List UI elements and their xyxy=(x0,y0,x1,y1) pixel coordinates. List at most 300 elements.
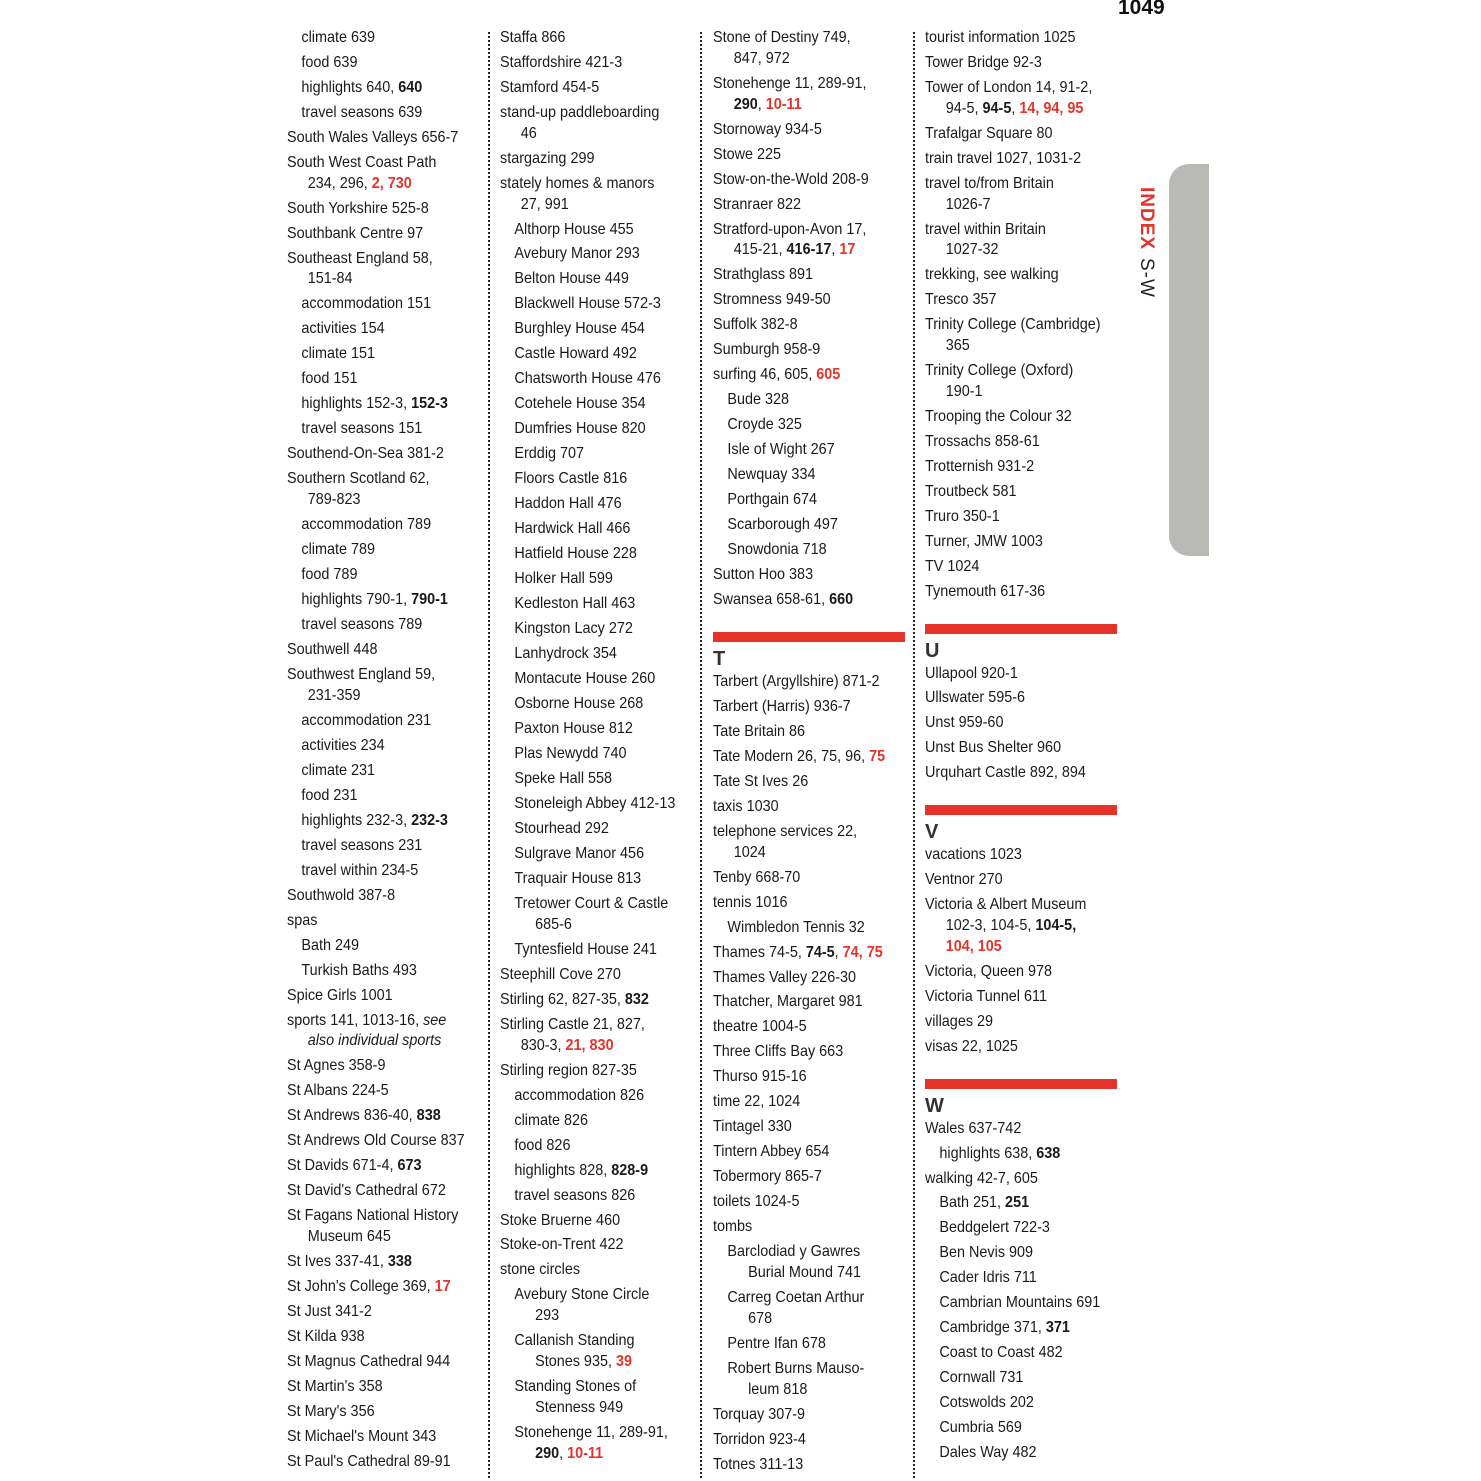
entry-continuation-text: 151-84 xyxy=(307,270,353,288)
entry-text: Wimbledon Tennis 32 xyxy=(727,918,865,936)
entry-text: Cader Idris 711 xyxy=(939,1269,1037,1287)
index-entry xyxy=(287,986,463,1007)
entry-text: Turner, JMW 1003 xyxy=(925,532,1043,550)
entry-text: Cotswolds 202 xyxy=(939,1394,1034,1412)
index-entry xyxy=(500,744,673,765)
index-entry xyxy=(287,294,463,315)
entry-text: Stoneleigh Abbey 412-13 xyxy=(514,795,676,813)
entry-continuation xyxy=(500,195,673,216)
index-entry xyxy=(287,1156,463,1177)
section-bar xyxy=(925,1079,1117,1089)
index-entry xyxy=(500,669,673,690)
entry-text: St Fagans National History xyxy=(287,1207,459,1225)
entry-continuation xyxy=(514,1398,672,1419)
entry-text: Sutton Hoo 383 xyxy=(713,566,814,584)
index-entry xyxy=(713,1017,886,1038)
entry-text: Wales 637-742 xyxy=(925,1119,1022,1137)
index-entry xyxy=(925,1243,1098,1264)
entry-see-also: also individual sports xyxy=(307,1032,442,1050)
index-entry xyxy=(500,174,673,216)
entry-continuation: 290, 10-11 xyxy=(733,95,802,113)
index-entry xyxy=(287,344,463,365)
index-entry xyxy=(925,124,1098,145)
entry-text: South Yorkshire 525-8 xyxy=(287,199,429,217)
index-entry xyxy=(287,886,463,907)
index-entry xyxy=(925,1293,1101,1314)
entry-text: Sulgrave Manor 456 xyxy=(514,845,645,863)
section-letter: U xyxy=(925,639,940,662)
entry-continuation-text: 1026-7 xyxy=(945,195,991,213)
index-entry xyxy=(713,1142,886,1163)
entry-text: Speke Hall 558 xyxy=(514,770,613,788)
entry-text: tourist information 1025 xyxy=(925,29,1076,46)
index-entry xyxy=(500,28,673,49)
entry-continuation-text: 46 xyxy=(520,124,537,142)
entry-text: accommodation 231 xyxy=(301,711,432,729)
entry-continuation xyxy=(514,1306,672,1327)
index-thumb-tab xyxy=(1169,164,1209,556)
entry-text: Southeast England 58, xyxy=(287,249,433,267)
entry-text: St David's Cathedral 672 xyxy=(287,1182,446,1200)
entry-text: Newquay 334 xyxy=(727,466,816,484)
entry-text: Stirling 62, 827-35, xyxy=(500,990,625,1008)
entry-text: Scarborough 497 xyxy=(727,516,838,534)
entry-text: St John's College 369, xyxy=(287,1278,435,1296)
entry-text: Trotternish 931-2 xyxy=(925,457,1035,475)
entry-text: activities 234 xyxy=(301,736,385,754)
index-column-1 xyxy=(287,28,483,1477)
index-entry xyxy=(287,936,463,957)
index-entry xyxy=(713,28,886,70)
entry-continuation xyxy=(514,1352,672,1373)
index-entry xyxy=(500,1331,673,1373)
entry-text: Ben Nevis 909 xyxy=(939,1244,1034,1262)
entry-bold-page: 94-5 xyxy=(982,99,1012,117)
index-entry xyxy=(713,340,886,361)
entry-continuation-text: 1027-32 xyxy=(945,241,999,259)
entry-text: Stoke Bruerne 460 xyxy=(500,1211,621,1229)
index-entry xyxy=(500,294,673,315)
index-entry xyxy=(925,53,1098,74)
entry-text: telephone services 22, xyxy=(713,822,858,840)
index-entry xyxy=(287,444,463,465)
entry-bold-page: 660 xyxy=(829,591,854,609)
entry-text: train travel 1027, 1031-2 xyxy=(925,149,1082,167)
entry-continuation xyxy=(925,195,1098,216)
index-entry xyxy=(287,394,463,415)
entry-text: sports 141, 1013-16, xyxy=(287,1011,424,1029)
index-entry xyxy=(500,819,673,840)
entry-text: activities 154 xyxy=(301,320,385,338)
index-entry xyxy=(713,868,886,889)
index-entry xyxy=(713,1359,886,1401)
entry-continuation xyxy=(500,1036,673,1057)
entry-text: Montacute House 260 xyxy=(514,670,656,688)
index-entry xyxy=(287,1252,463,1273)
entry-continuation xyxy=(500,124,673,145)
entry-text: Stourhead 292 xyxy=(514,820,609,838)
entry-continuation xyxy=(287,174,463,195)
entry-text: Troutbeck 581 xyxy=(925,482,1017,500)
index-entry xyxy=(500,78,673,99)
entry-text: climate 231 xyxy=(301,761,376,779)
index-entry xyxy=(287,1352,463,1373)
entry-text: Urquhart Castle 892, 894 xyxy=(925,764,1086,782)
entry-text: Thames Valley 226-30 xyxy=(713,968,857,986)
entry-text: Belton House 449 xyxy=(514,270,629,288)
index-entry xyxy=(287,836,463,857)
entry-text: tennis 1016 xyxy=(713,893,788,911)
index-entry xyxy=(713,120,886,141)
entry-text: highlights 790-1, xyxy=(301,591,412,609)
entry-text: Stonehenge 11, 289-91, xyxy=(514,1423,668,1441)
entry-text: Steephill Cove 270 xyxy=(500,965,621,983)
entry-text: Osborne House 268 xyxy=(514,695,644,713)
entry-text: stand-up paddleboarding xyxy=(500,103,660,121)
entry-text: Cotehele House 354 xyxy=(514,395,646,413)
entry-text: food 151 xyxy=(301,370,358,388)
index-entry xyxy=(287,540,463,561)
index-entry xyxy=(713,822,886,864)
entry-bold-page: 673 xyxy=(397,1157,422,1175)
index-entry xyxy=(925,290,1098,311)
entry-illustration-page: 104, 105 xyxy=(945,937,1002,955)
entry-text: Althorp House 455 xyxy=(514,220,634,238)
index-entry xyxy=(925,870,1098,891)
index-entry xyxy=(500,544,673,565)
index-entry xyxy=(500,344,673,365)
index-entry xyxy=(500,1377,673,1419)
index-entry xyxy=(287,1056,463,1077)
index-entry xyxy=(925,738,1098,759)
index-entry xyxy=(287,128,463,149)
index-entry xyxy=(287,78,463,99)
entry-illustration-page: 75 xyxy=(869,747,886,765)
index-entry xyxy=(713,1334,886,1355)
entry-text: Trossachs 858-61 xyxy=(925,432,1040,450)
entry-text: travel seasons 151 xyxy=(301,420,423,438)
entry-bold-page: 251 xyxy=(1005,1194,1030,1212)
entry-text: Tresco 357 xyxy=(925,291,997,309)
index-entry xyxy=(713,893,886,914)
index-entry xyxy=(287,1302,463,1323)
index-entry xyxy=(500,719,673,740)
index-entry xyxy=(500,569,673,590)
index-entry xyxy=(500,269,673,290)
index-entry xyxy=(287,1131,463,1152)
entry-text: Tretower Court & Castle xyxy=(514,895,669,913)
index-entry xyxy=(925,220,1098,262)
index-entry xyxy=(287,369,463,390)
entry-text: accommodation 826 xyxy=(514,1086,645,1104)
entry-text: Haddon Hall 476 xyxy=(514,495,622,513)
index-entry xyxy=(287,1106,463,1127)
entry-bold-page: 338 xyxy=(387,1253,412,1271)
index-entry xyxy=(287,761,463,782)
index-entry xyxy=(500,1186,673,1207)
index-entry xyxy=(713,747,886,768)
entry-continuation xyxy=(727,1263,885,1284)
index-entry xyxy=(287,249,463,291)
index-entry xyxy=(925,557,1098,578)
section-bar xyxy=(925,624,1117,634)
index-entry xyxy=(500,419,673,440)
entry-text: St Albans 224-5 xyxy=(287,1082,389,1100)
entry-text: taxis 1030 xyxy=(713,797,779,815)
index-entry xyxy=(925,763,1098,784)
index-entry xyxy=(500,1136,673,1157)
entry-continuation: 94-5, 94-5, 14, 94, 95 xyxy=(945,99,1084,117)
entry-text: Tate Britain 86 xyxy=(713,722,806,740)
entry-text: Isle of Wight 267 xyxy=(727,441,835,459)
index-entry xyxy=(287,590,463,611)
entry-continuation xyxy=(925,937,1098,958)
index-entry xyxy=(287,103,463,124)
index-entry xyxy=(925,507,1098,528)
entry-text: climate 826 xyxy=(514,1111,589,1129)
entry-text: Standing Stones of xyxy=(514,1378,637,1396)
entry-text: Thames 74-5, xyxy=(713,943,806,961)
index-entry xyxy=(500,1161,673,1182)
entry-continuation-text: 415-21, xyxy=(733,241,787,259)
column-divider xyxy=(700,32,702,1478)
entry-continuation-text: 190-1 xyxy=(945,382,983,400)
entry-text: Ullapool 920-1 xyxy=(925,664,1018,682)
index-entry xyxy=(925,432,1098,453)
entry-text: Kingston Lacy 272 xyxy=(514,620,633,638)
entry-text: Staffordshire 421-3 xyxy=(500,53,623,71)
index-entry xyxy=(925,407,1098,428)
index-entry xyxy=(287,1327,463,1348)
entry-continuation-text: 293 xyxy=(535,1307,560,1325)
entry-bold-page: 290 xyxy=(733,95,758,113)
index-entry xyxy=(925,78,1098,120)
index-entry xyxy=(500,103,673,145)
entry-text: Bude 328 xyxy=(727,391,790,409)
entry-continuation xyxy=(925,382,1098,403)
entry-continuation-text: 94-5, xyxy=(945,99,983,117)
entry-bold-page: 232-3 xyxy=(411,811,448,829)
entry-text: highlights 232-3, xyxy=(301,811,412,829)
index-entry xyxy=(500,469,673,490)
index-entry xyxy=(713,1092,886,1113)
index-entry xyxy=(287,565,463,586)
index-entry xyxy=(287,961,463,982)
entry-continuation-text: Museum 645 xyxy=(307,1228,391,1246)
index-entry xyxy=(500,1086,673,1107)
entry-text: Paxton House 812 xyxy=(514,720,633,738)
index-entry xyxy=(500,1211,673,1232)
entry-text: food 231 xyxy=(301,786,358,804)
index-entry xyxy=(287,1206,463,1248)
entry-text: Kedleston Hall 463 xyxy=(514,595,636,613)
entry-text: St Mary's 356 xyxy=(287,1403,375,1420)
entry-text: Plas Newydd 740 xyxy=(514,745,627,763)
entry-text: Ullswater 595-6 xyxy=(925,689,1026,707)
entry-text: accommodation 789 xyxy=(301,516,432,534)
entry-text: Floors Castle 816 xyxy=(514,470,628,488)
entry-continuation xyxy=(287,686,463,707)
entry-bold-page: 638 xyxy=(1036,1144,1061,1162)
entry-text: Victoria, Queen 978 xyxy=(925,962,1053,980)
entry-text: Unst Bus Shelter 960 xyxy=(925,739,1062,757)
index-entry xyxy=(287,224,463,245)
entry-text: stately homes & manors xyxy=(500,174,655,192)
entry-text: Thurso 915-16 xyxy=(713,1068,807,1086)
index-entry xyxy=(713,992,886,1013)
index-entry xyxy=(713,1042,886,1063)
entry-text: Unst 959-60 xyxy=(925,714,1004,732)
index-entry xyxy=(925,1119,1098,1140)
tab-range-label: S-W xyxy=(1136,258,1157,299)
entry-text: Southend-On-Sea 381-2 xyxy=(287,445,444,463)
entry-bold-page: 640 xyxy=(398,78,423,96)
index-entry xyxy=(713,265,886,286)
index-entry xyxy=(500,1015,673,1057)
index-entry xyxy=(500,369,673,390)
entry-text: Stone of Destiny 749, xyxy=(713,29,851,46)
entry-text: Thatcher, Margaret 981 xyxy=(713,993,863,1011)
index-entry xyxy=(500,940,673,961)
entry-text: Stonehenge 11, 289-91, xyxy=(713,74,867,92)
entry-text: Hatfield House 228 xyxy=(514,545,637,563)
index-entry xyxy=(500,619,673,640)
index-entry xyxy=(925,315,1101,357)
index-entry xyxy=(925,1443,1098,1464)
entry-text: accommodation 151 xyxy=(301,295,432,313)
entry-illustration-page: 17 xyxy=(839,241,856,259)
entry-text: St Magnus Cathedral 944 xyxy=(287,1353,451,1371)
entry-text: Lanhydrock 354 xyxy=(514,645,617,663)
index-entry xyxy=(713,315,886,336)
index-entry xyxy=(287,28,463,49)
entry-text: highlights 638, xyxy=(939,1144,1037,1162)
index-entry xyxy=(713,672,886,693)
entry-text: St Ives 337-41, xyxy=(287,1253,388,1271)
index-entry xyxy=(713,1288,886,1330)
index-entry xyxy=(287,1427,463,1448)
index-entry xyxy=(287,1277,463,1298)
index-entry xyxy=(925,28,1098,49)
entry-text: Tate St Ives 26 xyxy=(713,772,809,790)
index-entry: Thames 74-5, 74-5, 74, 75 xyxy=(713,943,883,961)
entry-text: spas xyxy=(287,911,318,929)
index-entry xyxy=(713,918,886,939)
entry-text: travel seasons 231 xyxy=(301,836,423,854)
index-entry xyxy=(713,220,886,262)
entry-bold-page: 152-3 xyxy=(411,395,448,413)
index-entry xyxy=(925,1268,1098,1289)
index-entry xyxy=(925,1318,1098,1339)
index-column-2 xyxy=(500,28,692,1469)
index-entry xyxy=(925,688,1098,709)
index-entry xyxy=(713,1430,886,1451)
entry-text: Swansea 658-61, xyxy=(713,591,830,609)
index-entry xyxy=(500,1260,673,1281)
entry-text: Stratford-upon-Avon 17, xyxy=(713,220,867,238)
index-entry xyxy=(713,1217,886,1238)
index-entry xyxy=(500,844,673,865)
entry-text: Southwell 448 xyxy=(287,641,378,659)
index-entry xyxy=(500,794,676,815)
entry-bold-page: 416-17 xyxy=(786,241,832,259)
entry-text: Tower Bridge 92-3 xyxy=(925,53,1042,71)
index-entry xyxy=(925,1169,1098,1190)
entry-text: food 639 xyxy=(301,53,358,71)
index-entry xyxy=(713,290,886,311)
entry-text: Tenby 668-70 xyxy=(713,868,801,886)
entry-continuation xyxy=(287,490,463,511)
section-letter: V xyxy=(925,821,939,844)
entry-text: vacations 1023 xyxy=(925,846,1022,864)
entry-text: Cornwall 731 xyxy=(939,1369,1024,1387)
entry-continuation xyxy=(713,843,886,864)
entry-text: Trinity College (Cambridge) xyxy=(925,316,1101,334)
entry-continuation-text: 685-6 xyxy=(535,915,572,933)
index-entry xyxy=(925,962,1098,983)
index-entry xyxy=(713,390,886,411)
entry-text: travel seasons 789 xyxy=(301,616,423,634)
entry-bold-page: 832 xyxy=(624,990,649,1008)
entry-continuation-text: 231-359 xyxy=(307,686,361,704)
entry-continuation-text: 847, 972 xyxy=(733,49,790,67)
index-entry xyxy=(925,582,1098,603)
entry-text: St Kilda 938 xyxy=(287,1328,365,1346)
entry-text: Torridon 923-4 xyxy=(713,1430,806,1448)
index-entry xyxy=(287,786,463,807)
index-entry xyxy=(287,711,463,732)
page-number: 1049 xyxy=(1118,0,1165,19)
entry-continuation: 290, 10-11 xyxy=(535,1444,604,1462)
entry-text: Erddig 707 xyxy=(514,445,585,463)
entry-text: climate 789 xyxy=(301,541,376,559)
entry-continuation xyxy=(713,49,886,70)
entry-continuation xyxy=(925,336,1098,357)
entry-bold-page: 104-5, xyxy=(1035,917,1077,934)
index-entry xyxy=(713,74,886,116)
entry-continuation xyxy=(287,269,463,290)
entry-text: Holker Hall 599 xyxy=(514,570,613,588)
index-entry xyxy=(500,519,673,540)
column-divider xyxy=(913,32,915,1478)
entry-text: Stromness 949-50 xyxy=(713,291,831,309)
index-entry xyxy=(500,990,673,1011)
entry-text: highlights 152-3, xyxy=(301,395,412,413)
entry-see-also: see xyxy=(423,1011,447,1029)
entry-text: St Paul's Cathedral 89-91 xyxy=(287,1452,451,1470)
entry-text: Stornoway 934-5 xyxy=(713,120,822,138)
entry-continuation-text: leum 818 xyxy=(748,1380,808,1398)
index-entry xyxy=(713,195,886,216)
entry-illustration-page: 2, 730 xyxy=(371,174,412,192)
index-entry xyxy=(287,319,463,340)
index-entry xyxy=(925,1218,1098,1239)
index-entry xyxy=(287,811,463,832)
entry-text: Trinity College (Oxford) xyxy=(925,362,1074,380)
index-entry xyxy=(925,664,1098,685)
index-entry xyxy=(713,968,886,989)
entry-text: stargazing 299 xyxy=(500,149,595,167)
entry-text: TV 1024 xyxy=(925,557,980,575)
index-entry xyxy=(287,861,463,882)
tab-index-label: INDEX xyxy=(1136,187,1157,251)
index-entry xyxy=(287,665,463,707)
entry-bold-page: 290 xyxy=(535,1444,560,1462)
entry-continuation xyxy=(727,1309,885,1330)
entry-text: walking 42-7, 605 xyxy=(925,1169,1038,1187)
index-entry xyxy=(287,736,463,757)
entry-illustration-page: 10-11 xyxy=(567,1444,604,1462)
